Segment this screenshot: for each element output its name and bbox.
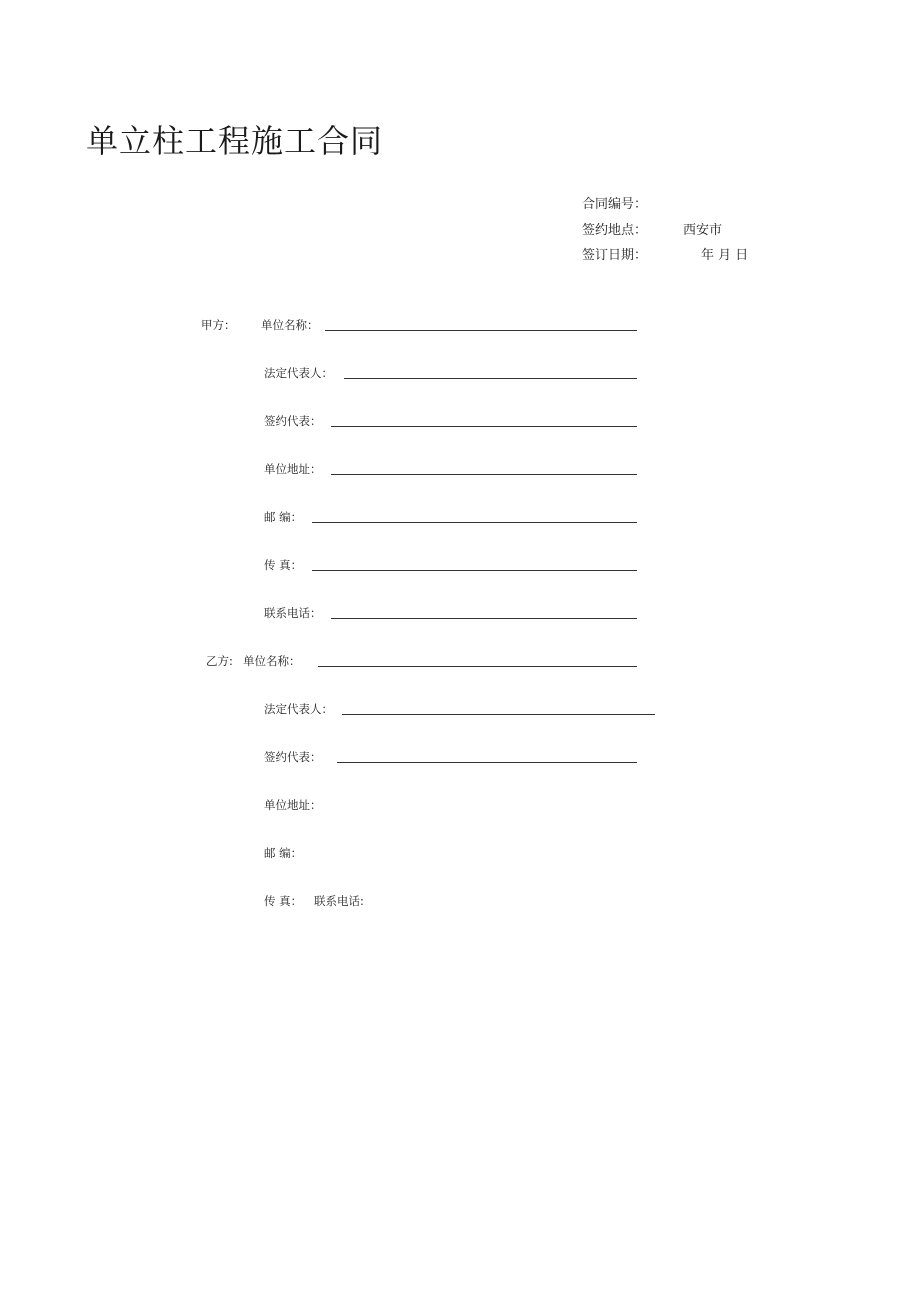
party-a-unit-name-label: 单位名称： [261,318,319,332]
party-b-phone-label: 联系电话: [314,894,364,908]
sign-place-label: 签约地点： [582,223,648,238]
party-b-legal-rep-line[interactable] [342,714,655,715]
party-a-fax-line[interactable] [312,570,637,571]
page-title: 单立柱工程施工合同 [86,122,384,160]
party-b-unit-name-line[interactable] [318,666,637,667]
party-a-phone-label: 联系电话： [264,606,322,620]
sign-place-value: 西安市 [683,223,723,238]
party-b-signing-rep-line[interactable] [337,762,637,763]
party-a-postcode-line[interactable] [312,522,637,523]
sign-date-value: 年 月 日 [701,248,749,263]
party-a-postcode-label: 邮 编： [264,510,303,524]
party-a-phone-line[interactable] [331,618,637,619]
party-b-fax-label: 传 真： [264,894,303,908]
party-b-address-label: 单位地址： [264,798,322,812]
party-a-legal-rep-label: 法定代表人： [264,366,333,380]
party-b-postcode-label: 邮 编： [264,846,303,860]
party-a-address-label: 单位地址： [264,462,322,476]
party-b-signing-rep-label: 签约代表： [264,750,322,764]
party-b-label: 乙方: [206,654,233,668]
party-a-signing-rep-label: 签约代表： [264,414,322,428]
contract-number-label: 合同编号： [582,197,648,212]
party-a-label: 甲方： [201,318,236,332]
party-b-legal-rep-label: 法定代表人： [264,702,333,716]
party-a-legal-rep-line[interactable] [344,378,637,379]
sign-date-label: 签订日期： [582,248,648,263]
party-a-fax-label: 传 真： [264,558,303,572]
party-a-address-line[interactable] [331,474,637,475]
party-a-unit-name-line[interactable] [325,330,637,331]
party-b-unit-name-label: 单位名称： [243,654,301,668]
party-a-signing-rep-line[interactable] [331,426,637,427]
